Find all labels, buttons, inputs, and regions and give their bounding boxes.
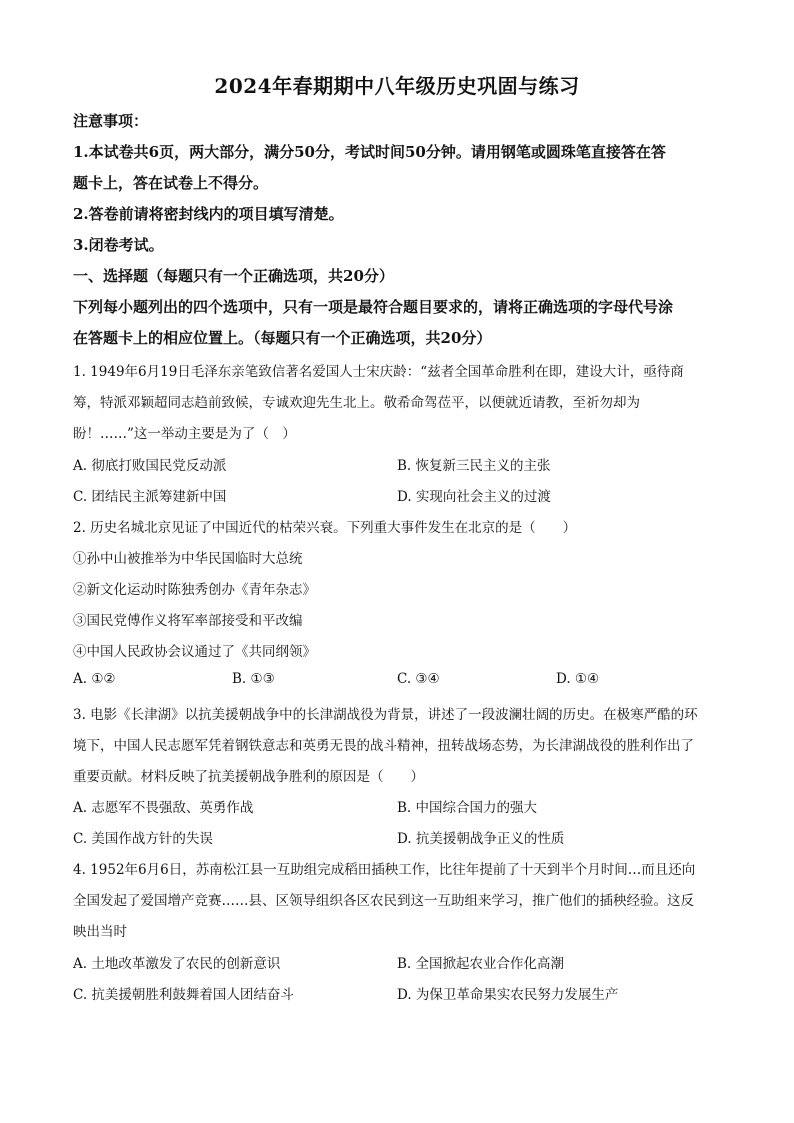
question-1-line-3: 盼！……”这一举动主要是为了（ ） xyxy=(73,426,296,442)
question-3-line-2: 境下，中国人民志愿军凭着钢铁意志和英勇无畏的战斗精神，扭转战场态势，为长津湖战役的胜利作出了 xyxy=(73,738,694,754)
question-1-option-b: B. 恢复新三民主义的主张 xyxy=(397,458,551,474)
section-heading: 一、选择题（每题只有一个正确选项，共20分） xyxy=(73,267,394,285)
question-1-option-c: C. 团结民主派筹建新中国 xyxy=(73,489,227,505)
notice-item-2: 2.答卷前请将密封线内的项目填写清楚。 xyxy=(73,205,344,223)
question-3-option-a: A. 志愿军不畏强敌、英勇作战 xyxy=(73,800,254,816)
question-3-line-1: 3. 电影《长津湖》以抗美援朝战争中的长津湖战役为背景，讲述了一段波澜壮阔的历史。在极寒严酷的环 xyxy=(73,707,698,723)
notice-heading: 注意事项： xyxy=(73,112,149,130)
question-4-option-d: D. 为保卫革命果实农民努力发展生产 xyxy=(397,987,619,1003)
section-instruction-line-1: 下列每小题列出的四个选项中，只有一项是最符合题目要求的，请将正确选项的字母代号涂 xyxy=(73,298,674,316)
question-2-item-3: ③国民党傅作义将军率部接受和平改编 xyxy=(73,613,303,629)
question-3-option-d: D. 抗美援朝战争正义的性质 xyxy=(397,831,565,847)
notice-item-3: 3.闭卷考试。 xyxy=(73,236,164,254)
question-2-item-2: ②新文化运动时陈独秀创办《青年杂志》 xyxy=(73,582,316,598)
question-2-option-a: A. ①② xyxy=(73,671,116,687)
question-2-item-4: ④中国人民政协会议通过了《共同纲领》 xyxy=(73,644,316,660)
question-4-option-c: C. 抗美援朝胜利鼓舞着国人团结奋斗 xyxy=(73,987,294,1003)
exam-title: 2024年春期期中八年级历史巩固与练习 xyxy=(214,74,580,98)
notice-item-1-line-2: 题卡上，答在试卷上不得分。 xyxy=(73,174,269,192)
question-4-line-1: 4. 1952年6月6日，苏南松江县一互助组完成稻田插秧工作，比往年提前了十天到半个月时间…而且还向 xyxy=(73,862,696,878)
question-2-item-1: ①孙中山被推举为中华民国临时大总统 xyxy=(73,551,303,567)
question-3-option-c: C. 美国作战方针的失误 xyxy=(73,831,213,847)
question-4-option-a: A. 土地改革激发了农民的创新意识 xyxy=(73,956,281,972)
question-2-option-c: C. ③④ xyxy=(397,671,440,687)
question-1-line-1: 1. 1949年6月19日毛泽东亲笔致信著名爱国人士宋庆龄：“兹者全国革命胜利在即，建设大计，亟待商 xyxy=(73,364,684,380)
question-1-option-a: A. 彻底打败国民党反动派 xyxy=(73,458,227,474)
question-4-line-3: 映出当时 xyxy=(73,924,127,940)
question-1-line-2: 筹，特派邓颖超同志趋前致候，专诚欢迎先生北上。敬希命驾莅平，以便就近请教，至祈勿却为 xyxy=(73,395,640,411)
question-2-line-1: 2. 历史名城北京见证了中国近代的枯荣兴衰。下列重大事件发生在北京的是（ ） xyxy=(73,520,577,536)
question-4-option-b: B. 全国掀起农业合作化高潮 xyxy=(397,956,565,972)
question-4-line-2: 全国发起了爱国增产竞赛……县、区领导组织各区农民到这一互助组来学习，推广他们的插秧经验。这反 xyxy=(73,893,694,909)
question-3-option-b: B. 中国综合国力的强大 xyxy=(397,800,538,816)
question-2-option-d: D. ①④ xyxy=(556,671,600,687)
section-instruction-line-2: 在答题卡上的相应位置上。（每题只有一个正确选项，共20分） xyxy=(73,329,492,347)
question-1-option-d: D. 实现向社会主义的过渡 xyxy=(397,489,551,505)
question-2-option-b: B. ①③ xyxy=(232,671,275,687)
question-3-line-3: 重要贡献。材料反映了抗美援朝战争胜利的原因是（ ） xyxy=(73,769,424,785)
notice-item-1-line-1: 1.本试卷共6页，两大部分，满分50分，考试时间50分钟。请用钢笔或圆珠笔直接答在答 xyxy=(73,143,666,161)
